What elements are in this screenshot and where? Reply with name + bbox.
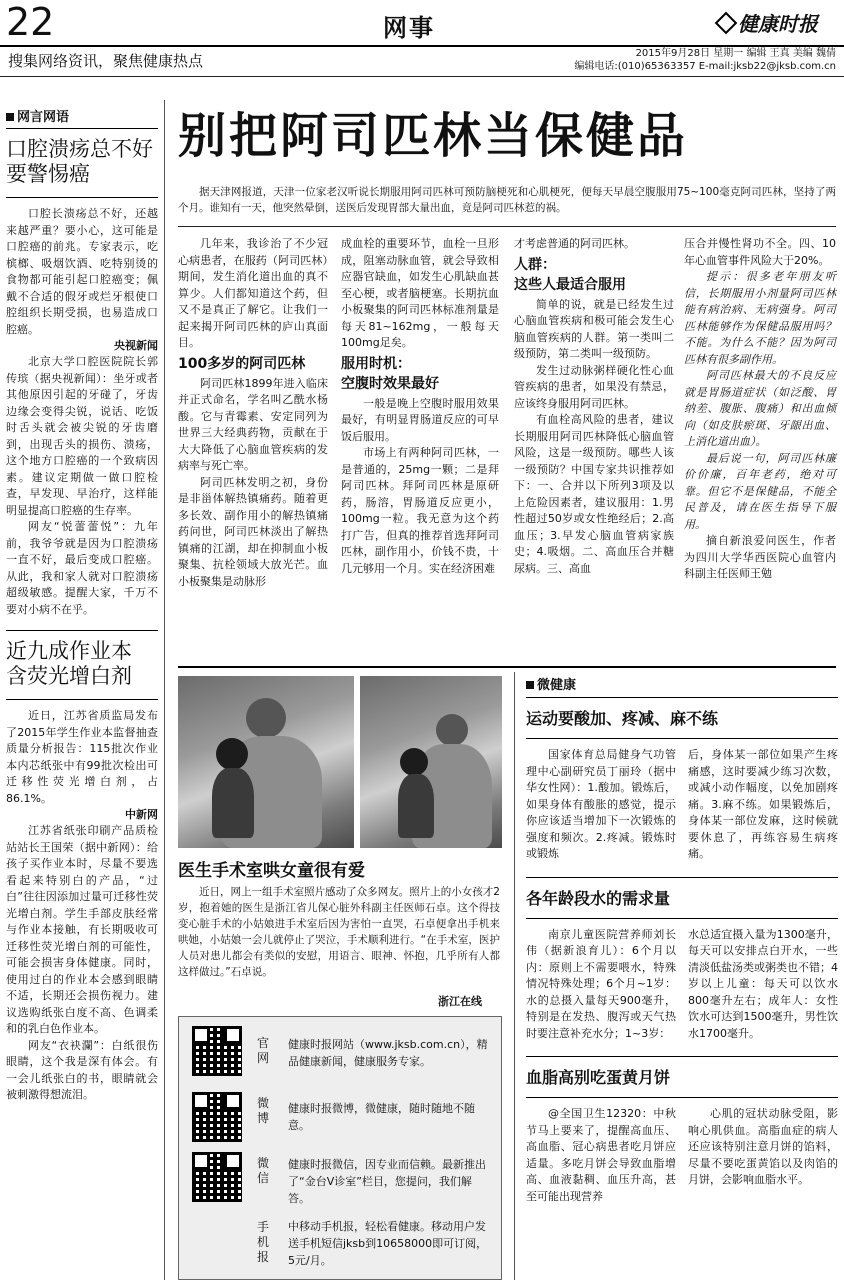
main-headline: 别把阿司匹林当保健品 (178, 108, 689, 164)
service-label-weibo: 微博 (256, 1096, 269, 1125)
qr-code-website[interactable] (192, 1026, 242, 1076)
service-label-website: 官网 (256, 1036, 269, 1065)
main-col-2: 成血栓的重要环节，血栓一旦形成，阻塞动脉血管，就会导致相应器官缺血，如发生心肌缺血甚至心梗，或者脑梗塞。长期抗血小板聚集的阿司匹林标准剂量是每天81~162mg，一般每天100mg足矣。 服用时机： 空腹时效果最好 一般是晚上空腹时服用效果最好，有明显胃肠道反应的可早饭后服用。 市场上有两种阿司匹林，一是普通的，25mg一颗；二是拜阿司匹林。拜阿司匹林是原研药，肠溶，胃肠道反应更小，100mg一粒。我无意为这个药打广告，但真的推荐首选拜阿司匹林，副作用小，价钱不贵，十几元够用一个月。实在经济困难 (341, 237, 499, 575)
photo-surgeon-with-girl-1 (178, 676, 354, 848)
photo-story-title: 医生手术室哄女童很有爱 (178, 861, 365, 881)
micro-title-lipid: 血脂高别吃蛋黄月饼 (526, 1068, 671, 1087)
article-title-oral-ulcer: 口腔溃疡总不好 要警惕癌 (6, 137, 153, 186)
main-lead: 据天津网报道，天津一位家老汉听说长期服用阿司匹林可预防脑梗死和心肌梗死，便每天早晨空腹服用75~100毫克阿司匹林，坚持了两个月。谁知有一天，他突然晕倒，送医后发现胃部大量出血，竟是阿司匹林惹的祸。 (178, 186, 836, 214)
header-tagline: 搜集网络资讯，聚焦健康热点 (8, 52, 204, 70)
newspaper-logo (718, 8, 818, 37)
qr-code-weibo[interactable] (192, 1092, 242, 1142)
column-tag-netword: 网言网语 (6, 106, 158, 125)
photo-story-source: 浙江在线 (438, 995, 482, 1008)
service-text-weibo: 健康时报微博，微健康，随时随地不随意。 (288, 1102, 475, 1132)
micro-title-water: 各年龄段水的需求量 (526, 888, 671, 908)
article-title-homework: 近九成作业本 含荧光增白剂 (6, 639, 132, 688)
service-text-mobile: 中移动手机报，轻松看健康。移动用户发送手机短信jksb到10658000即可订阅，5元/月。 (288, 1220, 488, 1267)
header-contact: 编辑电话:(010)65363357 E-mail:jksb22@jksb.com.cn (574, 61, 836, 72)
micro-health-section: 微健康 运动要酸加、疼减、麻不练 国家体育总局健身气功管理中心副研究员丁丽玲（据中华女性网）：1.酸加。锻炼后，如果身体有酸胀的感觉，提示你应该适当增加下一次锻炼的强度和频次。2.疼减。锻炼时或锻炼 后，身体某一部位如果产生疼痛感，这时要减少练习次数，或减小动作幅度，以免加剧疼痛。3.麻不练。如果锻炼后，身体某一部位发麻，这时候就要休息了，再练容易生病疼痛。 各年龄段水的需求量 南京儿童医院营养师刘长伟（据新浪育儿）：6个月以内：原则上不需要喂水，特殊情况特殊处理；6个月~1岁：水的总摄入量每天900毫升，特别是在发热、腹泻或天气热时要注意补充水分；1~3岁： 水总适宜摄入量为1300毫升，每天可以安排点白开水，一些清淡低盐汤类或粥类也不错；4岁以上儿童：每天可以饮水800毫升左右；成年人：女性饮水可达到1500毫升，男性饮水1700毫升。 血脂高别吃蛋黄月饼 @全国卫生12320：中秋节马上要来了，提醒高血压、高血脂、冠心病患者吃月饼应适量。多吃月饼会导致血脂增高、血液黏稠、血压升高，甚至可能出现营养 心肌的冠状动脉受阻，影响心肌供血。高脂血症的病人还应该特别注意月饼的馅料，尽量不要吃蛋黄馅以及肉馅的月饼，会影响血脂水平。 (526, 674, 838, 1205)
service-label-wechat: 微信 (256, 1156, 269, 1185)
homework-expert: 江苏省纸张印刷产品质检站站长王国荣（据中新网）：给孩子买作业本时，尽量不要选看起来特别白的产品，“过白”往往因添加过量可迁移性荧光增白剂。学生手部皮肤经常与作业本接触，有长期吸收可迁移性荧光增白剂的可能性，可能会损害身体健康。同时，使用过白的作业本会感到眼睛不适，长期还会损伤视力。建议选购纸张白度不高、色调柔和的乳白色作业本。 (6, 824, 158, 1035)
service-text-website: 健康时报网站（www.jksb.com.cn），精品健康新闻，健康服务专家。 (288, 1038, 488, 1068)
column-tag-micro: 微健康 (526, 674, 838, 693)
oral-ulcer-source: 央视新闻 (114, 339, 158, 352)
main-col-4: 压合并慢性肾功不全。四、10年心血管事件风险大于20%。 提示：很多老年朋友听信，长期服用小剂量阿司匹林能有病治病、无病强身。阿司匹林能够作为保健品服用吗？不能。为什么不能？因为阿司匹林有很多副作用。 阿司匹林最大的不良反应就是胃肠道症状（如泛酸、胃纳差、腹胀、腹痛）和出血倾向（如皮肤瘀斑、牙龈出血、上消化道出血）。 最后说一句，阿司匹林廉价价廉，百年老药，绝对可靠。但它不是保健品，不能全民普及，请在医生指导下服用。 摘自新浪爱问医生，作者为四川大学华西医院心血管内科副主任医师王勉 (684, 236, 836, 583)
micro-title-exercise: 运动要酸加、疼减、麻不练 (526, 709, 719, 728)
logo-icon (715, 11, 738, 34)
oral-ulcer-netizen: 网友“悦蕾蕾悦”：九年前，我爷爷就是因为口腔溃疡一直不好，最后变成口腔癌。从此，我和家人就对口腔溃疡超级敏感。提醒大家，千万不要对小病不在乎。 (6, 520, 158, 616)
oral-ulcer-intro: 口腔长溃疡总不好，还越来越严重？要小心，这可能是口腔癌的前兆。专家表示，吃槟榔、吸烟饮酒、吃特别烫的食物都可能引起口腔癌变；佩戴不合适的假牙或烂牙根使口腔组织长期受损，也易造成口腔癌。 (6, 207, 158, 336)
subhead-timing: 服用时机： 空腹时效果最好 (341, 355, 439, 392)
photo-surgeon-with-girl-2 (360, 676, 502, 848)
subhead-history: 100多岁的阿司匹林 (178, 355, 306, 372)
service-text-wechat: 健康时报微信，因专业而信赖。最新推出了“金台V诊室”栏目，您提问，我们解答。 (288, 1158, 486, 1205)
subhead-population: 人群： 这些人最适合服用 (514, 256, 626, 293)
homework-source: 中新网 (125, 808, 158, 821)
qr-code-wechat[interactable] (192, 1152, 242, 1202)
homework-netizen: 网友“衣袂瀾”：白纸很伤眼睛，这个我是深有体会。有一会儿纸张白的书，眼睛就会被刺激得想流泪。 (6, 1038, 158, 1101)
section-title: 网事 (383, 13, 435, 42)
service-label-mobile: 手机报 (256, 1220, 269, 1264)
left-column (6, 106, 158, 1104)
page-number: 22 (6, 0, 55, 44)
main-col-3: 才考虑普通的阿司匹林。 人群： 这些人最适合服用 简单的说，就是已经发生过心脑血管疾病和极可能会发生心脑血管疾病的人群。第一类叫二级预防，第二类叫一级预防。 发生过动脉粥样硬化性心血管疾病的患者，如果没有禁忌，应该终身服用阿司匹林。 有血栓高风险的患者，建议长期服用阿司匹林降低心脑血管风险，这是一级预防。哪些人该一级预防？中国专家共识推荐如下：一、合并以下所列3项及以上危险因素者，建议服用：1.男性超过50岁或女性绝经后；2.高血压；3.早发心脑血管病家族史；4.吸烟。二、高血压合并糖尿病。三、高血 (514, 237, 674, 575)
oral-ulcer-expert: 北京大学口腔医院院长郭传瑸（据央视新闻）：坐牙或者其他原因引起的牙碰了，牙齿边缘会变得尖锐，说话、吃饭时舌头就会被尖锐的牙齿磨到，出现舌头的损伤、溃疡，这个地方口腔癌的一个致病因素。建议定期做一做口腔检查，早发现、早治疗，这样能明显提高口腔癌的生存率。 (6, 355, 158, 517)
photo-story-body: 近日，网上一组手术室照片感动了众多网友。照片上的小女孩才2岁，抱着她的医生是浙江省儿保心脏外科副主任医师石卓。这个得技变心脏手术的小姑娘进手术室后因为害怕一直哭，石卓便拿出手机来哄她，小姑娘一会儿就停止了哭泣，手术顺利进行。“在手术室，医护人员对患儿都会有类似的安慰，用语言、眼神、怀抱，几乎所有人都这样做过。”石卓说。 (178, 886, 500, 978)
main-col-1: 几年来，我诊治了不少冠心病患者，在服药（阿司匹林）期间，发生消化道出血的真不算少。人们都知道这个药，但又不是真正了解它。让我们一起来揭开阿司匹林的庐山真面目。 100多岁的阿司匹林 阿司匹林1899年进入临床并正式命名，学名叫乙酰水杨酸。它与青霉素、安定同列为世界三大经典药物，贡献在于大大降低了心脑血管疾病的发病率与死亡率。 阿司匹林发明之初，身份是非甾体解热镇痛药。随着更多长效、副作用小的解热镇痛药问世，阿司匹林淡出了解热镇痛的江湖，却在抑制血小板聚集、抗栓领域大放光芒。血小板聚集是动脉形 (178, 237, 328, 588)
logo-text: 健康时报 (738, 12, 818, 36)
header-date: 2015年9月28日 星期一 编辑 王真 美编 魏倩 (635, 48, 836, 59)
homework-intro: 近日，江苏省质监局发布了2015年学生作业本监督抽查质量分析报告：115批次作业本内芯纸张中有99批次检出可迁移性荧光增白剂，占86.1%。 (6, 709, 158, 805)
article-credit: 摘自新浪爱问医生，作者为四川大学华西医院心血管内科副主任医师王勉 (684, 534, 836, 580)
